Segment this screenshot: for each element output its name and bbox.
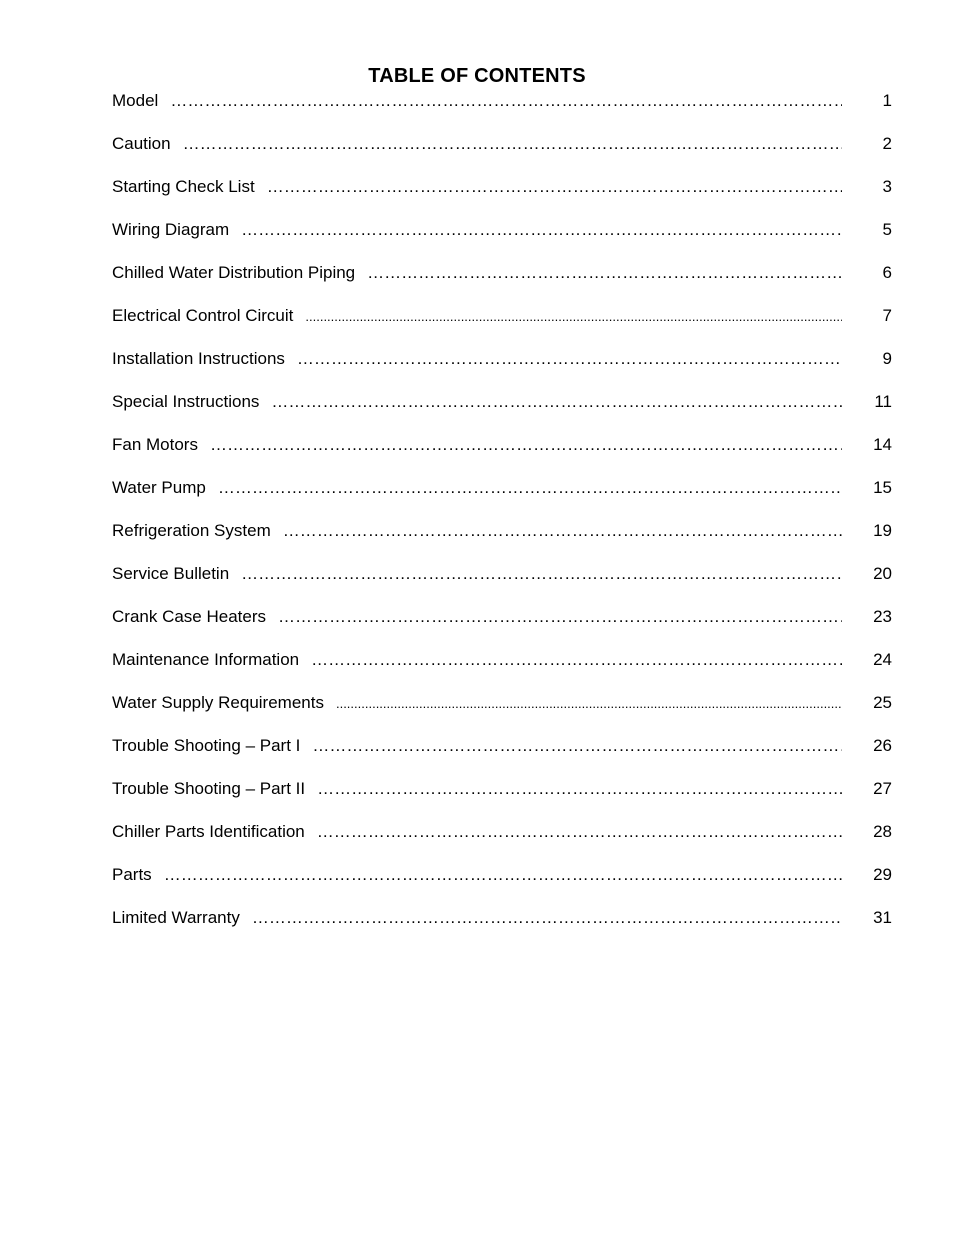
toc-entry-page: 25 (873, 693, 892, 712)
toc-entry-label: Water Supply Requirements (112, 693, 324, 712)
toc-entry-label: Maintenance Information (112, 650, 300, 669)
toc-entry (112, 735, 892, 778)
toc-entry-page: 7 (882, 306, 892, 325)
toc-entry (112, 606, 892, 649)
toc-entry (112, 176, 892, 219)
toc-entry-label: Starting Check List (112, 177, 255, 196)
toc-entry-label: Crank Case Heaters (112, 607, 267, 626)
toc-entry-label: Chiller Parts Identification (112, 822, 305, 841)
toc-list (112, 90, 892, 950)
dot-leader (164, 864, 842, 885)
toc-entry-page: 5 (882, 220, 892, 239)
toc-entry (112, 864, 892, 907)
toc-entry-page: 27 (873, 779, 892, 798)
toc-entry-label: Trouble Shooting – Part I (112, 736, 301, 755)
toc-entry-page: 26 (873, 736, 892, 755)
toc-entry-label: Refrigeration System (112, 521, 271, 540)
toc-entry (112, 391, 892, 434)
toc-entry (112, 133, 892, 176)
dot-leader (312, 735, 842, 756)
dot-leader (305, 305, 842, 327)
dot-leader (317, 778, 842, 799)
toc-entry-label: Wiring Diagram (112, 220, 230, 239)
toc-entry-page: 28 (873, 822, 892, 841)
toc-entry (112, 262, 892, 305)
dot-leader (252, 907, 842, 928)
toc-entry-label: Water Pump (112, 478, 206, 497)
toc-entry-page: 1 (882, 91, 892, 110)
dot-leader (271, 391, 842, 412)
dot-leader (317, 821, 842, 842)
toc-entry (112, 477, 892, 520)
dot-leader (218, 477, 842, 498)
dot-leader (210, 434, 842, 455)
dot-leader (311, 649, 842, 670)
toc-entry-page: 23 (873, 607, 892, 626)
toc-entry (112, 219, 892, 262)
dot-leader (183, 133, 842, 154)
toc-entry (112, 305, 892, 348)
toc-entry-page: 29 (873, 865, 892, 884)
toc-entry (112, 520, 892, 563)
toc-entry-page: 31 (873, 908, 892, 927)
dot-leader (170, 90, 842, 111)
toc-entry (112, 90, 892, 133)
toc-entry-label: Caution (112, 134, 171, 153)
dot-leader (336, 692, 842, 714)
toc-entry-label: Special Instructions (112, 392, 260, 411)
toc-entry-label: Electrical Control Circuit (112, 306, 294, 325)
toc-entry-page: 19 (873, 521, 892, 540)
toc-entry-page: 6 (882, 263, 892, 282)
toc-entry (112, 563, 892, 606)
toc-entry-page: 3 (882, 177, 892, 196)
toc-entry-label: Parts (112, 865, 152, 884)
toc-entry (112, 907, 892, 950)
toc-entry-page: 24 (873, 650, 892, 669)
toc-entry-page: 14 (873, 435, 892, 454)
dot-leader (297, 348, 842, 369)
toc-entry-page: 9 (882, 349, 892, 368)
toc-entry-label: Fan Motors (112, 435, 198, 454)
toc-entry-label: Model (112, 91, 159, 110)
toc-entry-label: Installation Instructions (112, 349, 285, 368)
toc-entry (112, 434, 892, 477)
toc-entry-page: 2 (882, 134, 892, 153)
dot-leader (267, 176, 842, 197)
dot-leader (367, 262, 842, 283)
toc-entry (112, 348, 892, 391)
toc-entry-label: Chilled Water Distribution Piping (112, 263, 356, 282)
toc-entry-page: 11 (874, 392, 892, 411)
toc-entry (112, 692, 892, 735)
toc-entry (112, 821, 892, 864)
toc-entry-label: Limited Warranty (112, 908, 240, 927)
dot-leader (241, 563, 842, 584)
toc-entry-label: Trouble Shooting – Part II (112, 779, 306, 798)
toc-entry-label: Service Bulletin (112, 564, 230, 583)
toc-entry (112, 649, 892, 692)
dot-leader (283, 520, 842, 541)
toc-entry-page: 20 (873, 564, 892, 583)
toc-entry (112, 778, 892, 821)
dot-leader (241, 219, 842, 240)
toc-entry-page: 15 (873, 478, 892, 497)
page-title: TABLE OF CONTENTS (368, 65, 586, 87)
dot-leader (278, 606, 842, 627)
